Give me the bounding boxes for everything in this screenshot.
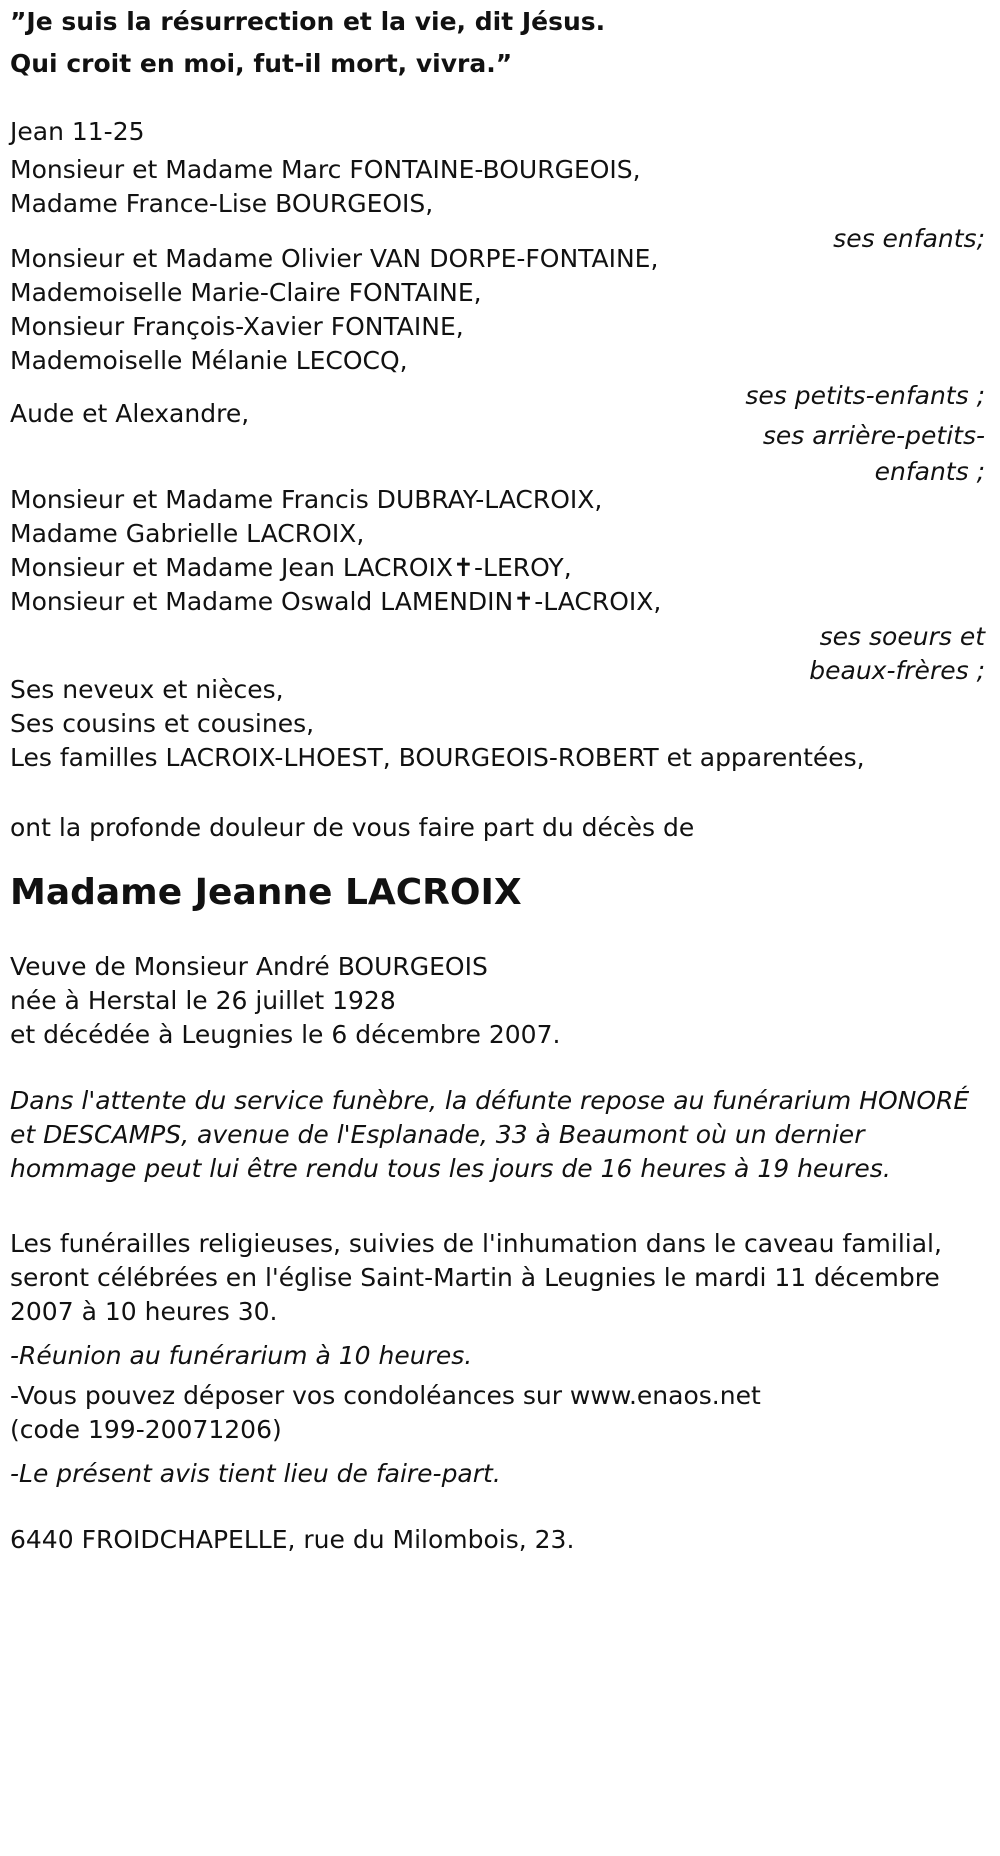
family-line: Monsieur et Madame Marc FONTAINE-BOURGEOIS, [10, 155, 641, 184]
quote-line-2: Qui croit en moi, fut-il mort, vivra.” [10, 49, 513, 78]
family-line: Monsieur et Madame Olivier VAN DORPE-FONTAINE, [10, 244, 659, 273]
detail-line: Veuve de Monsieur André BOURGEOIS [10, 952, 488, 981]
label-line: ses arrière-petits- [762, 421, 985, 450]
grandchildren-label: ses petits-enfants ; [745, 381, 985, 410]
family-line: Ses cousins et cousines, [10, 709, 315, 738]
meeting-note: -Réunion au funérarium à 10 heures. [10, 1341, 473, 1370]
great-grandchildren-label [10, 418, 985, 490]
grandchildren-block [10, 242, 985, 414]
others-block [10, 673, 985, 775]
condolences-note: -Vous pouvez déposer vos condoléances sur www.enaos.net (code 199-20071206) [10, 1381, 761, 1444]
family-line: Monsieur François-Xavier FONTAINE, [10, 312, 464, 341]
funeral-paragraph: Les funérailles religieuses, suivies de l'inhumation dans le caveau familial, seront célébrées en l'église Saint-Martin à Leugnies le mardi 11 décembre 2007 à 10 heures 30. [10, 1229, 942, 1326]
address: 6440 FROIDCHAPELLE, rue du Milombois, 23. [10, 1525, 575, 1554]
siblings-block [10, 483, 985, 689]
quote-line-1: ”Je suis la résurrection et la vie, dit Jésus. [10, 7, 606, 36]
family-line: Ses neveux et nièces, [10, 675, 284, 704]
detail-line: née à Herstal le 26 juillet 1928 [10, 986, 396, 1015]
announcement: ont la profonde douleur de vous faire part du décès de [10, 813, 695, 842]
deceased-details [10, 950, 985, 1052]
label-line: enfants ; [874, 457, 985, 486]
family-line: Mademoiselle Marie-Claire FONTAINE, [10, 278, 482, 307]
family-line: Madame Gabrielle LACROIX, [10, 519, 365, 548]
family-line: Monsieur et Madame Oswald LAMENDIN✝-LACROIX, [10, 587, 662, 616]
wake-paragraph: Dans l'attente du service funèbre, la défunte repose au funérarium HONORÉ et DESCAMPS, avenue de l'Esplanade, 33 à Beaumont où un dernier hommage peut lui être rendu tous les jours de 16 heures à 19 heures. [10, 1086, 970, 1183]
family-line: Monsieur et Madame Jean LACROIX✝-LEROY, [10, 553, 572, 582]
family-line: Les familles LACROIX-LHOEST, BOURGEOIS-ROBERT et apparentées, [10, 743, 865, 772]
family-line: Aude et Alexandre, [10, 399, 250, 428]
family-line: Mademoiselle Mélanie LECOCQ, [10, 346, 408, 375]
notice-note: -Le présent avis tient lieu de faire-part. [10, 1459, 501, 1488]
deceased-name: Madame Jeanne LACROIX [10, 872, 522, 913]
quote-reference: Jean 11-25 [10, 117, 145, 146]
label-line: ses soeurs et [819, 622, 985, 651]
quote-block [10, 2, 985, 84]
label-line: beaux-frères ; [809, 656, 985, 685]
children-label: ses enfants; [833, 224, 985, 253]
family-line: Monsieur et Madame Francis DUBRAY-LACROIX, [10, 485, 603, 514]
detail-line: et décédée à Leugnies le 6 décembre 2007. [10, 1020, 561, 1049]
family-line: Madame France-Lise BOURGEOIS, [10, 189, 434, 218]
